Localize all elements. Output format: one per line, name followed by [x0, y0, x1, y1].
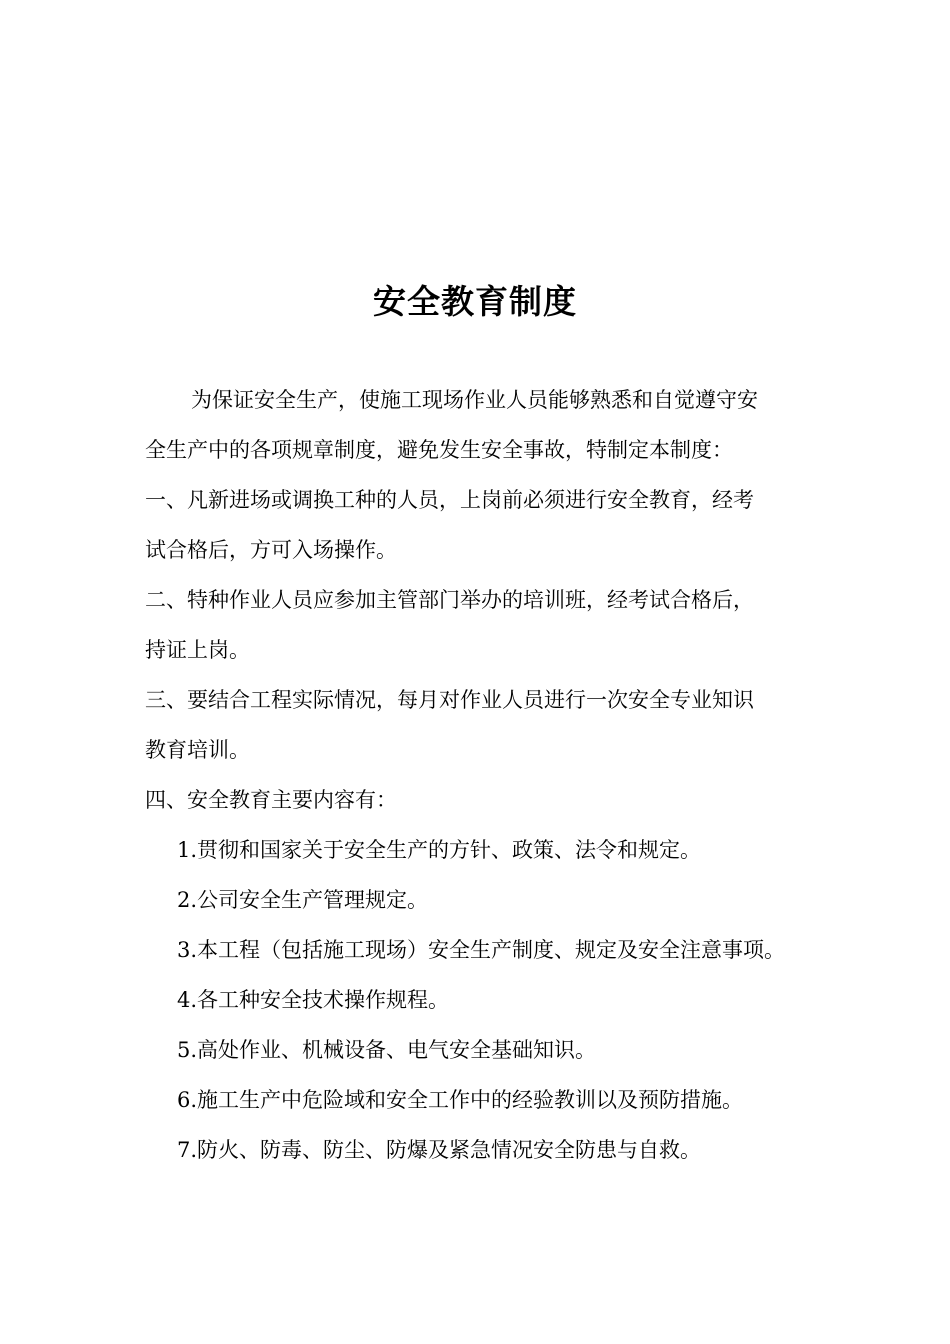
rule-3-line-1: 三、要结合工程实际情况，每月对作业人员进行一次安全专业知识 — [145, 688, 754, 712]
intro-line-1: 为保证安全生产，使施工现场作业人员能够熟悉和自觉遵守安 — [191, 388, 758, 412]
rule-2-line-2: 持证上岗。 — [145, 638, 250, 662]
content-item-7: 7.防火、防毒、防尘、防爆及紧急情况安全防患与自救。 — [177, 1138, 702, 1162]
rule-4-heading: 四、安全教育主要内容有： — [145, 788, 397, 812]
content-item-5: 5.高处作业、机械设备、电气安全基础知识。 — [177, 1038, 597, 1062]
content-item-1: 1.贯彻和国家关于安全生产的方针、政策、法令和规定。 — [177, 838, 702, 862]
rule-1-line-1: 一、凡新进场或调换工种的人员，上岗前必须进行安全教育，经考 — [145, 488, 754, 512]
rule-2-line-1: 二、特种作业人员应参加主管部门举办的培训班，经考试合格后， — [145, 588, 754, 612]
content-item-3: 3.本工程（包括施工现场）安全生产制度、规定及安全注意事项。 — [177, 938, 786, 962]
document-title: 安全教育制度 — [373, 282, 577, 321]
intro-line-2: 全生产中的各项规章制度，避免发生安全事故，特制定本制度： — [145, 438, 733, 462]
content-item-6: 6.施工生产中危险域和安全工作中的经验教训以及预防措施。 — [177, 1088, 744, 1112]
rule-1-line-2: 试合格后，方可入场操作。 — [145, 538, 397, 562]
content-item-2: 2.公司安全生产管理规定。 — [177, 888, 429, 912]
content-item-4: 4.各工种安全技术操作规程。 — [177, 988, 450, 1012]
rule-3-line-2: 教育培训。 — [145, 738, 250, 762]
